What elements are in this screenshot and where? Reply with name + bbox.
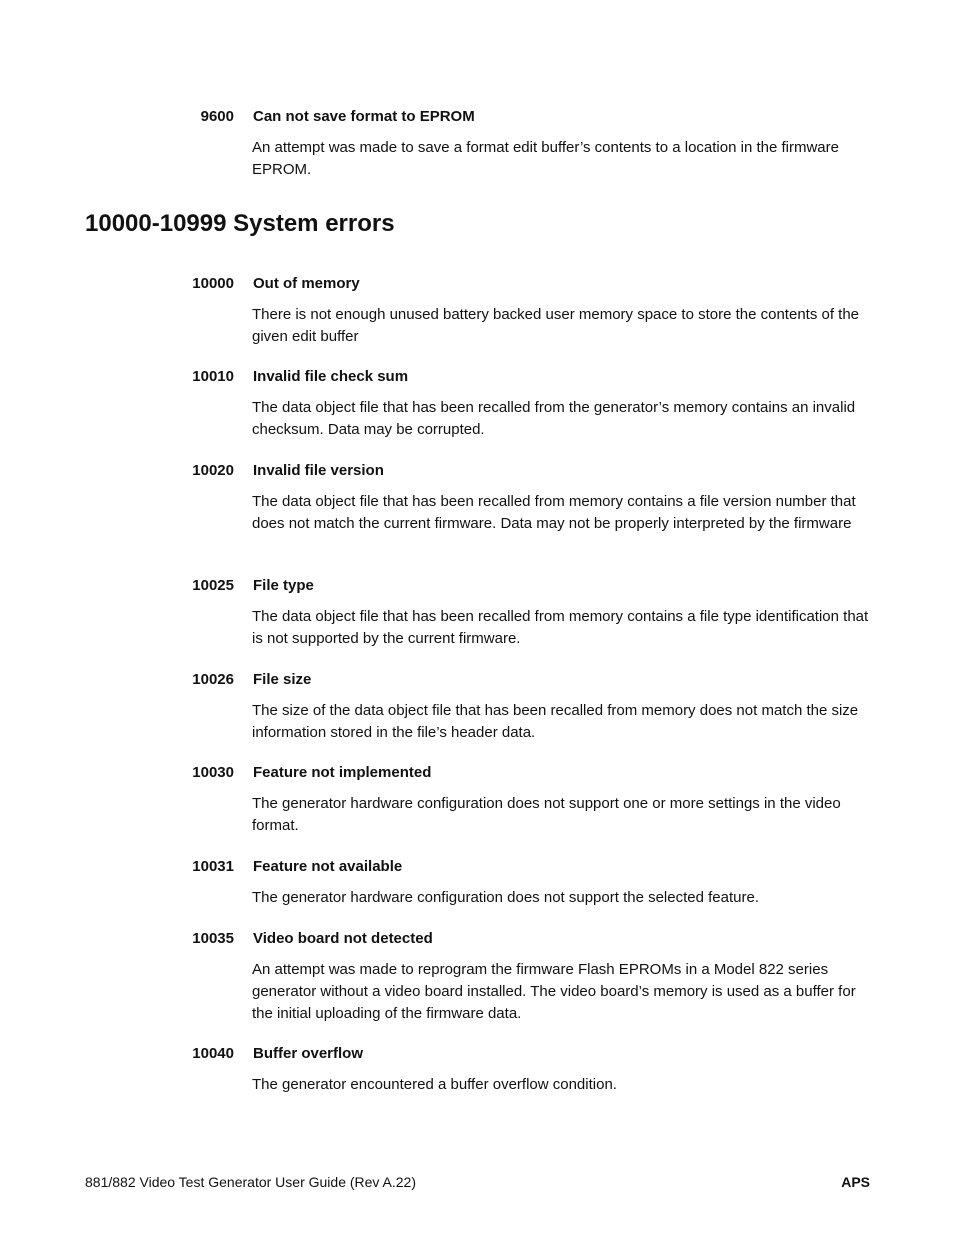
error-entry-header [0,273,954,295]
error-description: The size of the data object file that has been recalled from memory does not match the size information stored in the file’s header data. [252,702,859,741]
error-description: The data object file that has been recalled from memory contains a file version number that does not match the current firmware. Data may not be properly interpreted by the firmware [252,493,856,532]
error-code: 10010 [192,368,234,385]
error-title: File type [253,577,314,594]
error-code: 10026 [192,671,234,688]
error-description: The data object file that has been recalled from the generator’s memory contains an invalid checksum. Data may be corrupted. [252,399,856,438]
section-heading: 10000-10999 System errors [85,210,395,237]
error-title: Feature not implemented [253,764,432,781]
error-title: Buffer overflow [253,1045,364,1062]
error-code: 10025 [192,577,234,594]
error-description: The data object file that has been recalled from memory contains a file type identification that is not supported by the current firmware. [252,608,869,647]
error-entry-header [0,928,954,950]
error-title: Invalid file check sum [253,368,409,385]
error-code: 10030 [192,764,234,781]
error-entry-10026 [0,669,954,741]
error-code: 10035 [192,930,234,947]
footer-company: APS [841,1174,870,1190]
footer-document-title: 881/882 Video Test Generator User Guide (Rev A.22) [85,1174,417,1190]
error-title: File size [253,671,312,688]
error-entry-10020 [0,460,954,532]
error-entry-10031 [0,856,954,906]
error-entry-header [0,762,954,784]
error-entry-10010 [0,366,954,438]
error-entry-10025 [0,575,954,647]
error-description: The generator hardware configuration does not support the selected feature. [252,889,759,906]
error-entry-header [0,575,954,597]
error-entry-header [0,1043,954,1065]
error-entry-header [0,366,954,388]
error-description: There is not enough unused battery backed user memory space to store the contents of the given edit buffer [252,306,860,345]
error-entry-header [0,460,954,482]
error-description: An attempt was made to save a format edit buffer’s contents to a location in the firmware EPROM. [252,139,839,178]
error-title: Out of memory [253,275,360,292]
error-entry-header [0,106,954,128]
error-description: The generator encountered a buffer overflow condition. [252,1076,617,1093]
error-entry-10035 [0,928,954,1022]
error-title: Video board not detected [253,930,433,947]
error-code: 10031 [192,858,234,875]
error-entry-header [0,856,954,878]
error-entry-10000 [0,273,954,345]
error-code: 10040 [192,1045,234,1062]
error-title: Feature not available [253,858,403,875]
error-code: 10000 [192,275,234,292]
error-code: 10020 [192,462,234,479]
error-description: An attempt was made to reprogram the firmware Flash EPROMs in a Model 822 series generator without a video board installed. The video board’s memory is used as a buffer for the initial uploading of the firmware data. [252,961,856,1022]
error-entry-9600 [0,106,954,178]
error-title: Can not save format to EPROM [253,108,475,125]
error-description: The generator hardware configuration does not support one or more settings in the video format. [252,795,841,834]
error-entry-header [0,669,954,691]
error-code: 9600 [200,108,234,125]
error-entry-10030 [0,762,954,834]
error-entry-10040 [0,1043,954,1093]
error-title: Invalid file version [253,462,384,479]
